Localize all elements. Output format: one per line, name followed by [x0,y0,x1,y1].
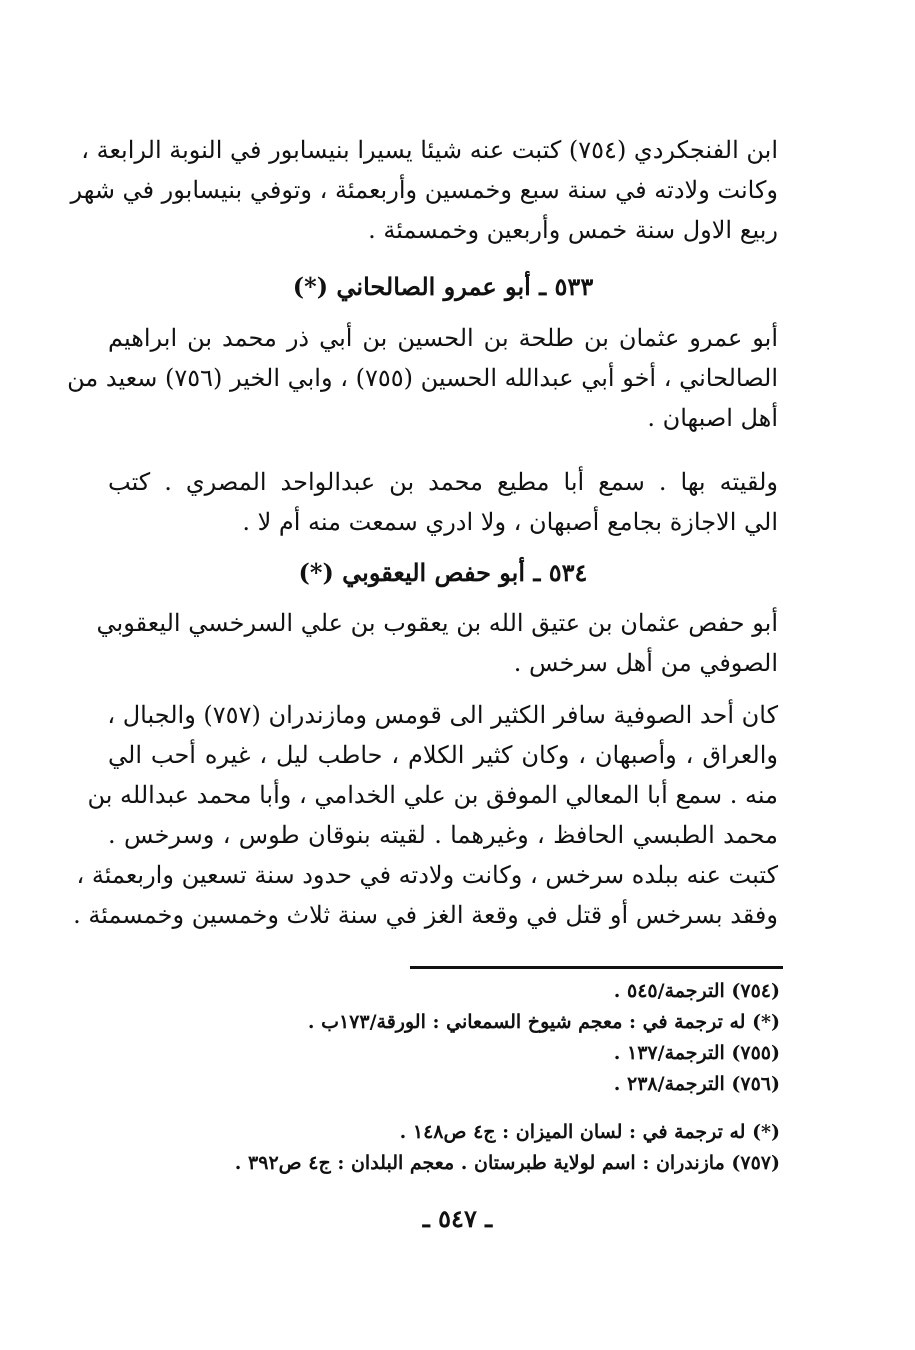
footnote: (*) له ترجمة في : لسان الميزان : ج٤ ص١٤٨ . [399,1121,780,1143]
text-line: الصوفي من أهل سرخس . [513,649,778,677]
footnotes-group-2 [140,1117,780,1179]
text-line: وكانت ولادته في سنة سبع وخمسين وأربعمئة ، وتوفي بنيسابور في شهر [70,176,778,204]
footnote: (٧٥٦) الترجمة/٢٣٨ . [613,1073,780,1095]
text-line: والعراق ، وأصبهان ، وكان كثير الكلام ، حاطب ليل ، غيره أحب الي [108,741,778,769]
page-number: ـ ٥٤٧ ـ [422,1204,493,1233]
entry-533-heading: ٥٣٣ ـ أبو عمرو الصالحاني (*) [292,272,594,301]
entry-534-heading: ٥٣٤ ـ أبو حفص اليعقوبي (*) [298,558,588,587]
footnote-divider [410,966,783,969]
entry-533-paragraph-1 [67,318,778,438]
text-line: الصالحاني ، أخو أبي عبدالله الحسين (٧٥٥) ، وابي الخير (٧٥٦) سعيد من [67,364,778,392]
entry-534-paragraph-1 [96,603,778,683]
text-line: محمد الطبسي الحافظ ، وغيرهما . لقيته بنوقان طوس ، وسرخس . [108,821,778,849]
footnote: (٧٥٧) مازندران : اسم لولاية طبرستان . معجم البلدان : ج٤ ص٣٩٢ . [234,1152,780,1174]
text-line: أبو حفص عثمان بن عتيق الله بن يعقوب بن علي السرخسي اليعقوبي [96,609,778,637]
text-line: ولقيته بها . سمع أبا مطيع محمد بن عبدالواحد المصري . كتب [108,468,778,496]
footnote: (٧٥٥) الترجمة/١٣٧ . [613,1042,780,1064]
intro-paragraph [70,130,778,250]
text-line: الي الاجازة بجامع أصبهان ، ولا ادري سمعت منه أم لا . [242,508,778,536]
footnote: (٧٥٤) الترجمة/٥٤٥ . [613,980,780,1002]
text-line: كتبت عنه ببلده سرخس ، وكانت ولادته في حدود سنة تسعين واربعمئة ، [76,861,778,889]
footnotes-group-1 [140,976,780,1100]
text-line: منه . سمع أبا المعالي الموفق بن علي الخدامي ، وأبا محمد عبدالله بن [87,781,778,809]
entry-533-paragraph-2 [108,462,778,542]
text-line: أبو عمرو عثمان بن طلحة بن الحسين بن أبي ذر محمد بن ابراهيم [108,324,778,352]
text-line: وفقد بسرخس أو قتل في وقعة الغز في سنة ثلاث وخمسين وخمسمئة . [73,901,778,929]
text-line: أهل اصبهان . [647,404,778,432]
footnote: (*) له ترجمة في : معجم شيوخ السمعاني : الورقة/١٧٣ب . [307,1011,780,1033]
entry-534-paragraph-2 [73,695,778,935]
text-line: كان أحد الصوفية سافر الكثير الى قومس ومازندران (٧٥٧) والجبال ، [107,701,778,729]
text-line: ابن الفنجكردي (٧٥٤) كتبت عنه شيئا يسيرا بنيسابور في النوبة الرابعة ، [81,136,778,164]
text-line: ربيع الاول سنة خمس وأربعين وخمسمئة . [368,216,778,244]
